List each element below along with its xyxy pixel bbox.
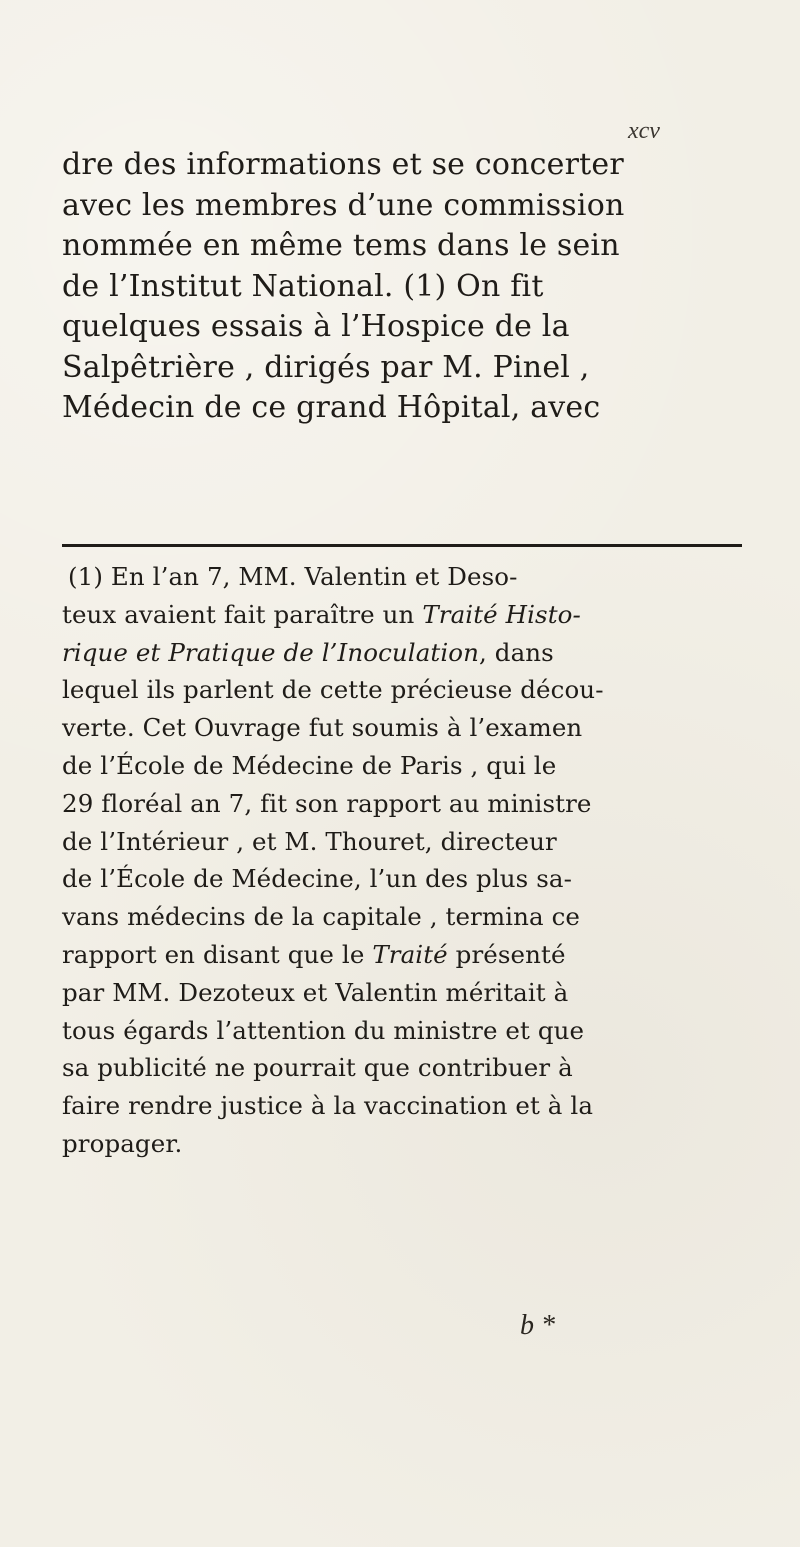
footnote-text: teux avaient fait paraître un xyxy=(62,599,423,629)
footnote-line: tous égards l’attention du ministre et que xyxy=(62,1015,585,1045)
main-paragraph xyxy=(62,145,742,429)
footnote-line: vans médecins de la capitale , termina ce xyxy=(62,902,581,932)
footnote xyxy=(62,558,744,1163)
footnote-line: 29 floréal an 7, fit son rapport au ministre xyxy=(62,788,592,818)
footnote-line: faire rendre justice à la vaccination et à la xyxy=(62,1091,594,1121)
footnote-line: de l’École de Médecine de Paris , qui le xyxy=(62,750,557,780)
footnote-line xyxy=(62,634,744,672)
main-line: de l’Institut National. (1) On fit xyxy=(62,268,544,304)
footnote-line xyxy=(62,596,744,634)
page-folio: xcv xyxy=(628,118,660,144)
footnote-line xyxy=(62,936,744,974)
main-line: dre des informations et se concerter xyxy=(62,147,624,182)
footnote-text: , dans xyxy=(479,637,554,667)
footnote-text: présenté xyxy=(447,939,566,969)
main-line: Médecin de ce grand Hôpital, avec xyxy=(62,390,601,425)
signature-mark: b * xyxy=(520,1310,555,1341)
footnote-line: verte. Cet Ouvrage fut soumis à l’examen xyxy=(62,713,583,743)
footnote-title: rique et Pratique de l’Inoculation xyxy=(62,637,480,667)
footnote-text: rapport en disant que le xyxy=(62,939,373,969)
footnote-line: de l’École de Médecine, l’un des plus sa- xyxy=(62,864,572,894)
footnote-line: sa publicité ne pourrait que contribuer à xyxy=(62,1053,573,1083)
main-line: avec les membres d’une commission xyxy=(62,187,625,223)
footnote-title: Traité Histo- xyxy=(422,599,581,629)
footnote-line: de l’Intérieur , et M. Thouret, directeur xyxy=(62,826,557,856)
footnote-line: lequel ils parlent de cette précieuse décou- xyxy=(62,675,604,705)
main-line: quelques essais à l’Hospice de la xyxy=(62,309,570,344)
footnote-line: (1) En l’an 7, MM. Valentin et Deso- xyxy=(68,562,518,591)
footnote-line: par MM. Dezoteux et Valentin méritait à xyxy=(62,977,569,1007)
main-line: nommée en même tems dans le sein xyxy=(62,228,620,263)
footnote-line: propager. xyxy=(62,1128,183,1158)
footnote-title: Traité xyxy=(372,939,448,969)
main-line: Salpêtrière , dirigés par M. Pinel , xyxy=(62,349,590,385)
footnote-divider xyxy=(62,544,742,547)
